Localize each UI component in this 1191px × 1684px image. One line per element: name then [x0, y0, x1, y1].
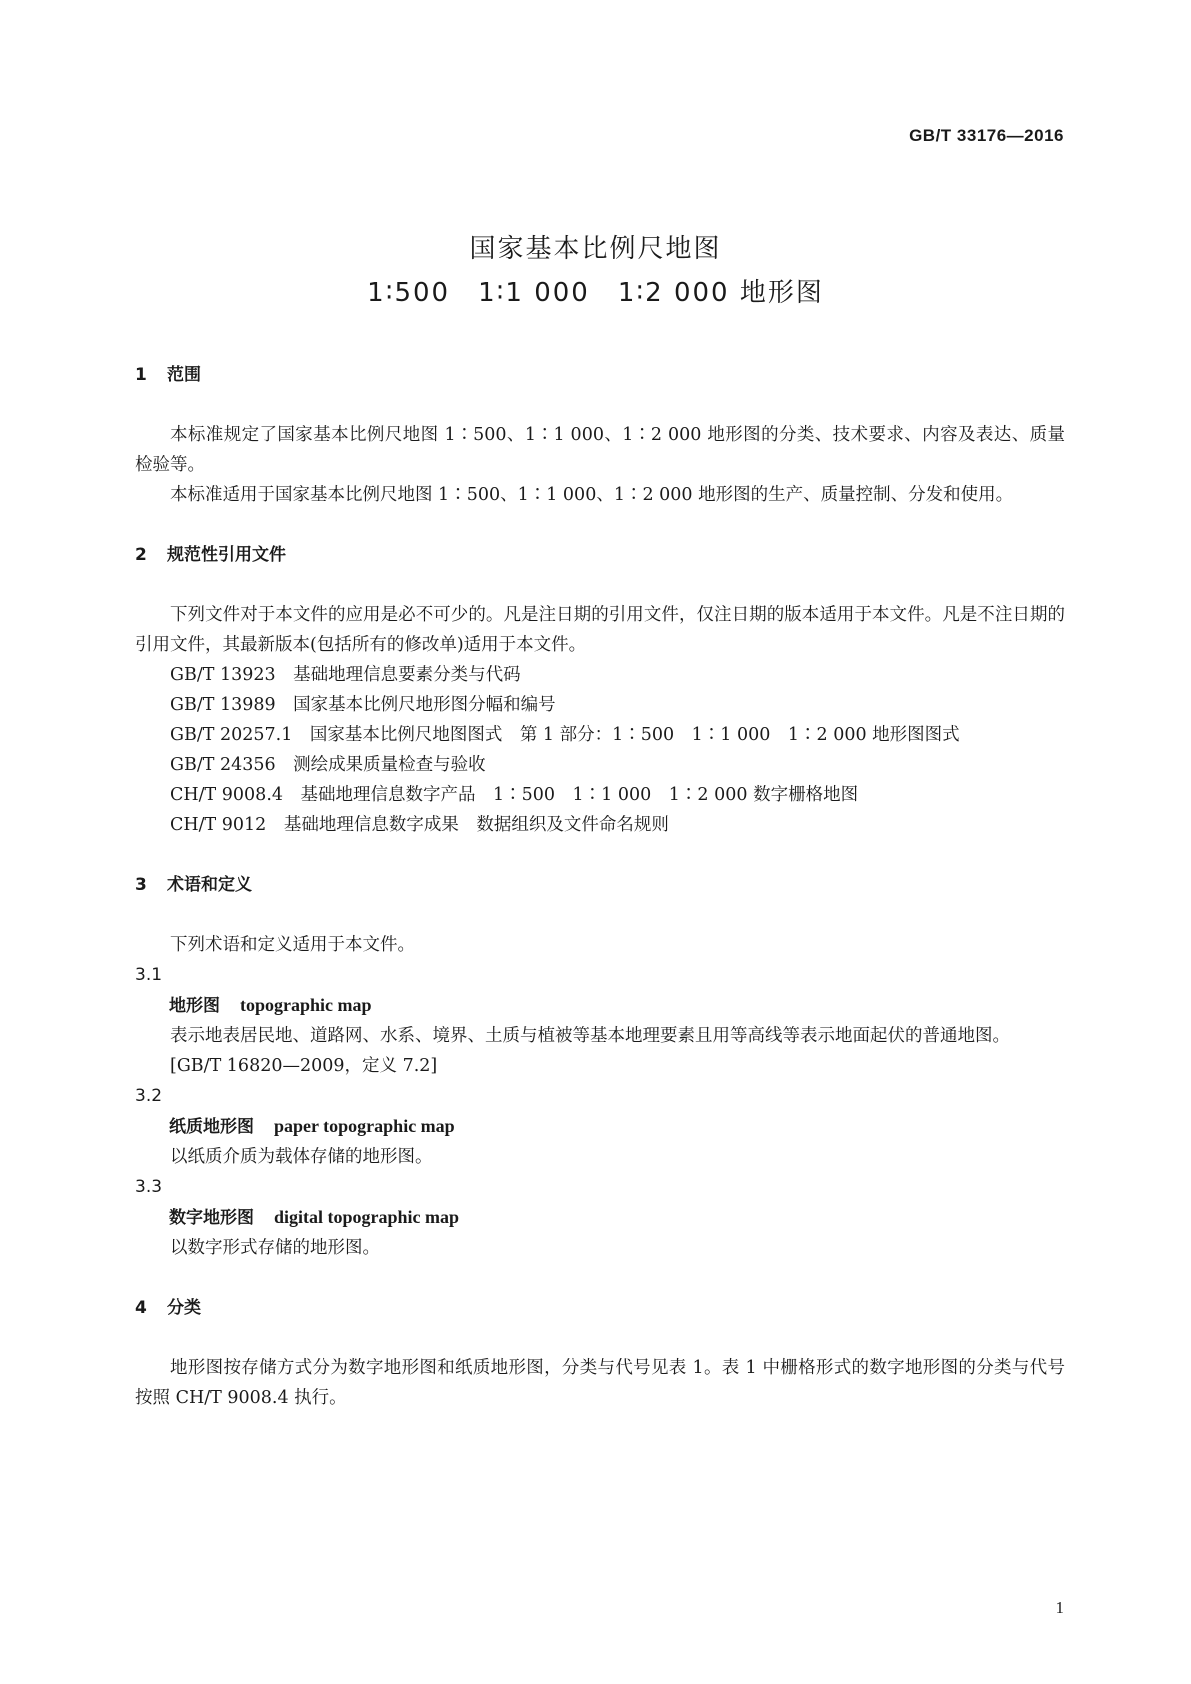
term-number: 3.1	[135, 965, 163, 985]
standard-number: GB/T 33176—2016	[909, 126, 1064, 145]
term-en: digital topographic map	[274, 1207, 460, 1227]
document-title: 国家基本比例尺地图	[469, 234, 722, 264]
term-source: [GB/T 16820—2009，定义 7.2]	[170, 1056, 438, 1076]
term-en: paper topographic map	[274, 1116, 455, 1136]
page-number: 1	[1055, 1598, 1064, 1617]
section-number: 2	[135, 545, 147, 565]
paragraph: 下列术语和定义适用于本文件。	[170, 935, 415, 955]
term-number: 3.2	[135, 1086, 163, 1106]
section-number: 4	[135, 1298, 147, 1318]
term-heading	[135, 1111, 1065, 1142]
term-heading	[135, 1202, 1065, 1233]
section-title: 分类	[167, 1298, 201, 1318]
section-2-heading	[135, 540, 1065, 570]
term-zh: 纸质地形图	[169, 1117, 254, 1137]
paragraph: 下列文件对于本文件的应用是必不可少的。凡是注日期的引用文件，仅注日期的版本适用于本文件。凡是不注日期的引用文件，其最新版本(包括所有的修改单)适用于本文件。	[135, 605, 1065, 655]
document-subtitle: 1∶500 1∶1 000 1∶2 000 地形图	[367, 278, 824, 308]
section-number: 3	[135, 875, 147, 895]
reference-item: GB/T 20257.1 国家基本比例尺地图图式 第 1 部分：1∶500 1∶1 000 1∶2 000 地形图图式	[170, 725, 960, 745]
section-number: 1	[135, 365, 147, 385]
paragraph: 本标准规定了国家基本比例尺地图 1∶500、1∶1 000、1∶2 000 地形图的分类、技术要求、内容及表达、质量检验等。	[135, 425, 1065, 475]
term-number: 3.3	[135, 1177, 163, 1197]
reference-item: CH/T 9008.4 基础地理信息数字产品 1∶500 1∶1 000 1∶2 000 数字栅格地图	[170, 785, 859, 805]
reference-item: GB/T 24356 测绘成果质量检查与验收	[170, 755, 486, 775]
section-title: 术语和定义	[167, 875, 252, 895]
section-4-heading	[135, 1293, 1065, 1323]
section-3-heading	[135, 870, 1065, 900]
term-en: topographic map	[240, 995, 372, 1015]
term-heading	[135, 990, 1065, 1021]
reference-item: CH/T 9012 基础地理信息数字成果 数据组织及文件命名规则	[170, 815, 669, 835]
document-body	[135, 360, 1065, 1413]
paragraph: 本标准适用于国家基本比例尺地图 1∶500、1∶1 000、1∶2 000 地形图的生产、质量控制、分发和使用。	[170, 485, 1014, 505]
section-title: 规范性引用文件	[167, 545, 286, 565]
reference-item: GB/T 13989 国家基本比例尺地形图分幅和编号	[170, 695, 556, 715]
paragraph: 地形图按存储方式分为数字地形图和纸质地形图，分类与代号见表 1。表 1 中栅格形式的数字地形图的分类与代号按照 CH/T 9008.4 执行。	[135, 1358, 1065, 1408]
term-zh: 数字地形图	[169, 1208, 254, 1228]
section-1-heading	[135, 360, 1065, 390]
term-definition: 表示地表居民地、道路网、水系、境界、土质与植被等基本地理要素且用等高线等表示地面起伏的普通地图。	[170, 1026, 1010, 1046]
section-title: 范围	[167, 365, 201, 385]
term-definition: 以纸质介质为载体存储的地形图。	[170, 1147, 433, 1167]
reference-item: GB/T 13923 基础地理信息要素分类与代码	[170, 665, 521, 685]
term-definition: 以数字形式存储的地形图。	[170, 1238, 380, 1258]
term-zh: 地形图	[169, 996, 220, 1016]
